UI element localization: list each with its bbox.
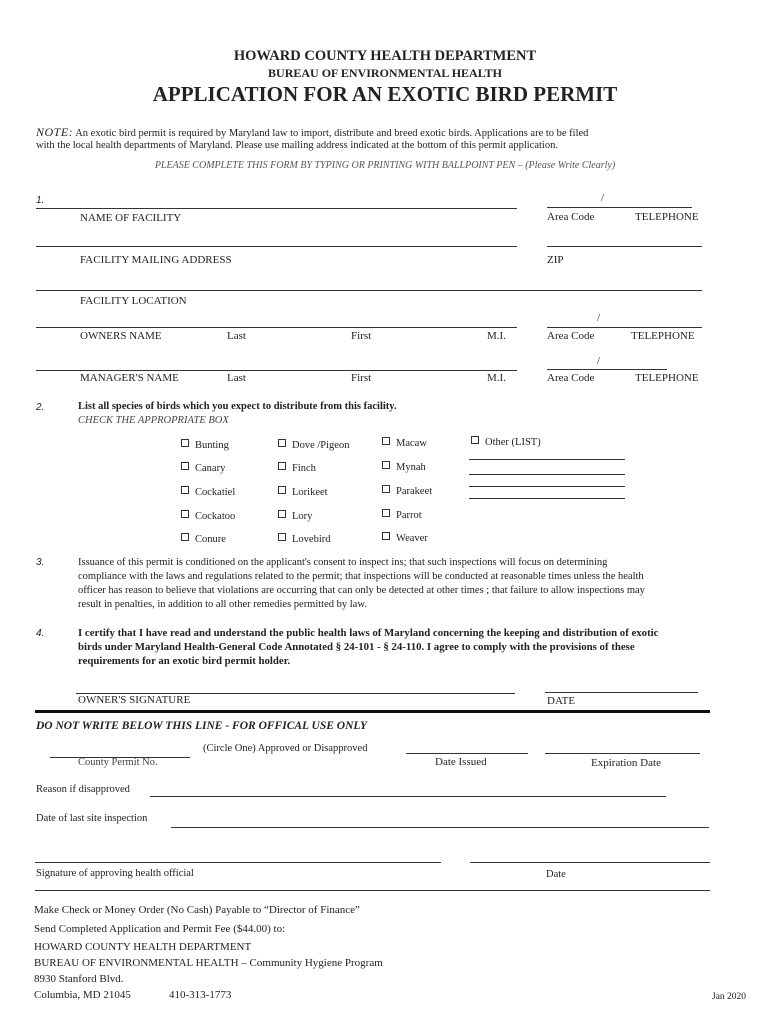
checkbox-label: Parakeet bbox=[396, 486, 433, 497]
county-permit-label: County Permit No. bbox=[78, 757, 158, 768]
owner-area-code-label: Area Code bbox=[547, 330, 595, 342]
other-species-line-2[interactable] bbox=[469, 474, 625, 475]
mailing-address-label: FACILITY MAILING ADDRESS bbox=[80, 254, 232, 266]
zip-field[interactable] bbox=[547, 246, 702, 247]
checkbox-finch[interactable] bbox=[278, 462, 316, 474]
managers-name-field[interactable] bbox=[36, 370, 517, 371]
phone-slash: / bbox=[601, 193, 604, 204]
checkbox-lory[interactable] bbox=[278, 510, 312, 522]
owner-mi-label: M.I. bbox=[487, 330, 506, 342]
species-heading: List all species of birds which you expect to distribute from this facility. bbox=[78, 401, 397, 412]
owners-name-label: OWNERS NAME bbox=[80, 330, 162, 342]
checkbox-label: Lory bbox=[292, 511, 313, 522]
send-note: Send Completed Application and Permit Fee ($44.00) to: bbox=[34, 923, 286, 935]
checkbox-box[interactable] bbox=[181, 510, 189, 518]
checkbox-box[interactable] bbox=[382, 485, 390, 493]
reason-field[interactable] bbox=[150, 796, 666, 797]
checkbox-label: Cockatiel bbox=[195, 487, 236, 498]
department-name: HOWARD COUNTY HEALTH DEPARTMENT bbox=[233, 48, 537, 64]
official-date-field[interactable] bbox=[470, 862, 710, 863]
footer-divider bbox=[35, 890, 710, 891]
checkbox-parrot[interactable] bbox=[382, 509, 422, 521]
checkbox-box[interactable] bbox=[278, 486, 286, 494]
expiration-date-label: Expiration Date bbox=[591, 757, 661, 769]
checkbox-label: Mynah bbox=[396, 462, 426, 473]
checkbox-cockatiel[interactable] bbox=[181, 486, 235, 498]
area-code-label: Area Code bbox=[547, 211, 595, 223]
checkbox-lovebird[interactable] bbox=[278, 533, 331, 545]
checkbox-conure[interactable] bbox=[181, 533, 226, 545]
checkbox-box[interactable] bbox=[382, 532, 390, 540]
owner-last-label: Last bbox=[227, 330, 246, 342]
other-species-line-3[interactable] bbox=[469, 486, 625, 487]
checkbox-label: Finch bbox=[292, 463, 316, 474]
checkbox-box[interactable] bbox=[181, 462, 189, 470]
checkbox-label: Other (LIST) bbox=[485, 437, 541, 448]
section-4-number: 4. bbox=[36, 628, 45, 639]
inspection-text-4: result in penalties, in addition to all other remedies permitted by law. bbox=[78, 599, 367, 610]
manager-last-label: Last bbox=[227, 372, 246, 384]
payable-note: Make Check or Money Order (No Cash) Payable to “Director of Finance” bbox=[34, 904, 360, 916]
certification-text-2: birds under Maryland Health-General Code Annotated § 24-101 - § 24-110. I agree to comply with the provisions of these bbox=[78, 641, 635, 653]
checkbox-box[interactable] bbox=[382, 437, 390, 445]
facility-name-label: NAME OF FACILITY bbox=[80, 212, 182, 224]
section-2-number: 2. bbox=[36, 402, 45, 413]
instruction-text: PLEASE COMPLETE THIS FORM BY TYPING OR PRINTING WITH BALLPOINT PEN – bbox=[154, 160, 523, 171]
checkbox-lorikeet[interactable] bbox=[278, 486, 328, 498]
checkbox-box[interactable] bbox=[382, 461, 390, 469]
checkbox-box[interactable] bbox=[181, 486, 189, 494]
facility-location-label: FACILITY LOCATION bbox=[80, 295, 187, 307]
checkbox-label: Cockatoo bbox=[195, 511, 236, 522]
checkbox-other[interactable] bbox=[471, 436, 541, 448]
inspection-text-3: officer has reason to believe that violations are occurring that can only be detected at other times ; that failure to allow inspections may bbox=[78, 585, 645, 596]
checkbox-canary[interactable] bbox=[181, 462, 225, 474]
note-text-1: An exotic bird permit is required by Maryland law to import, distribute and breed exotic birds. Applications are to be filed bbox=[75, 128, 589, 139]
other-species-line-1[interactable] bbox=[469, 459, 625, 460]
checkbox-box[interactable] bbox=[278, 533, 286, 541]
official-signature-label: Signature of approving health official bbox=[36, 868, 194, 879]
date-issued-field[interactable] bbox=[406, 753, 528, 754]
checkbox-box[interactable] bbox=[278, 510, 286, 518]
checkbox-cockatoo[interactable] bbox=[181, 510, 235, 522]
section-1-number: 1. bbox=[36, 195, 45, 206]
facility-location-field[interactable] bbox=[36, 290, 702, 291]
checkbox-box[interactable] bbox=[278, 462, 286, 470]
note-line-1 bbox=[36, 125, 588, 140]
address-line-1: HOWARD COUNTY HEALTH DEPARTMENT bbox=[34, 941, 252, 953]
other-species-line-4[interactable] bbox=[469, 498, 625, 499]
zip-label: ZIP bbox=[547, 254, 564, 266]
checkbox-box[interactable] bbox=[471, 436, 479, 444]
checkbox-label: Weaver bbox=[396, 533, 428, 544]
address-line-2: BUREAU OF ENVIRONMENTAL HEALTH – Community Hygiene Program bbox=[34, 957, 383, 969]
mailing-address-field[interactable] bbox=[36, 246, 517, 247]
checkbox-label: Conure bbox=[195, 534, 226, 545]
checkbox-label: Dove /Pigeon bbox=[292, 440, 350, 451]
manager-telephone-label: TELEPHONE bbox=[635, 372, 699, 384]
signature-date-field[interactable] bbox=[545, 692, 698, 693]
note-line-2: with the local health departments of Maryland. Please use mailing address indicated at the bottom of this permit application. bbox=[36, 140, 558, 151]
owner-phone-slash: / bbox=[597, 313, 600, 324]
checkbox-macaw[interactable] bbox=[382, 437, 427, 449]
reason-label: Reason if disapproved bbox=[36, 784, 130, 795]
owner-phone-field[interactable] bbox=[547, 327, 702, 328]
managers-name-label: MANAGER'S NAME bbox=[80, 372, 179, 384]
checkbox-box[interactable] bbox=[278, 439, 286, 447]
checkbox-label: Macaw bbox=[396, 438, 427, 449]
official-divider bbox=[35, 710, 710, 713]
checkbox-label: Lorikeet bbox=[292, 487, 328, 498]
manager-first-label: First bbox=[351, 372, 372, 384]
checkbox-label: Canary bbox=[195, 463, 226, 474]
checkbox-parakeet[interactable] bbox=[382, 485, 432, 497]
address-line-3: 8930 Stanford Blvd. bbox=[34, 973, 124, 985]
official-signature-field[interactable] bbox=[35, 862, 441, 863]
checkbox-dove-pigeon[interactable] bbox=[278, 439, 349, 451]
species-subheading: CHECK THE APPROPRIATE BOX bbox=[78, 415, 229, 426]
address-phone: 410-313-1773 bbox=[169, 989, 232, 1001]
checkbox-mynah[interactable] bbox=[382, 461, 426, 473]
note-label: NOTE: bbox=[36, 125, 74, 139]
certification-text-1: I certify that I have read and understand the public health laws of Maryland concerning the keeping and distribution of exotic bbox=[78, 627, 659, 639]
owners-name-field[interactable] bbox=[36, 327, 517, 328]
revision-date: Jan 2020 bbox=[712, 992, 747, 1002]
inspection-text-1: Issuance of this permit is conditioned on the applicant's consent to inspect ins; that such inspections will focus on determining bbox=[78, 557, 608, 568]
manager-phone-slash: / bbox=[597, 356, 600, 367]
checkbox-label: Parrot bbox=[396, 510, 422, 521]
certification-text-3: requirements for an exotic bird permit holder. bbox=[78, 655, 291, 667]
checkbox-bunting[interactable] bbox=[181, 439, 229, 451]
approval-choice[interactable]: (Circle One) Approved or Disapproved bbox=[203, 743, 368, 754]
date-issued-label: Date Issued bbox=[435, 756, 487, 768]
last-inspection-field[interactable] bbox=[171, 827, 709, 828]
expiration-date-field[interactable] bbox=[545, 753, 700, 754]
checkbox-label: Bunting bbox=[195, 440, 229, 451]
last-inspection-label: Date of last site inspection bbox=[36, 813, 148, 824]
official-date-label: Date bbox=[546, 869, 566, 880]
instruction-line bbox=[0, 160, 770, 171]
owner-first-label: First bbox=[351, 330, 372, 342]
checkbox-label: Lovebird bbox=[292, 534, 331, 545]
checkbox-box[interactable] bbox=[181, 439, 189, 447]
manager-phone-field[interactable] bbox=[547, 369, 667, 370]
signature-date-label: DATE bbox=[547, 695, 576, 707]
bureau-name: BUREAU OF ENVIRONMENTAL HEALTH bbox=[268, 66, 502, 80]
checkbox-weaver[interactable] bbox=[382, 532, 428, 544]
checkbox-box[interactable] bbox=[382, 509, 390, 517]
section-3-number: 3. bbox=[36, 557, 45, 568]
owner-signature-label: OWNER'S SIGNATURE bbox=[78, 694, 191, 706]
inspection-text-2: compliance with the laws and regulations related to the permit; that inspections will be conducted at reasonable times unless the health bbox=[78, 571, 644, 582]
page-title: APPLICATION FOR AN EXOTIC BIRD PERMIT bbox=[152, 82, 618, 106]
manager-area-code-label: Area Code bbox=[547, 372, 595, 384]
facility-phone-field[interactable] bbox=[547, 207, 692, 208]
owner-telephone-label: TELEPHONE bbox=[631, 330, 695, 342]
manager-mi-label: M.I. bbox=[487, 372, 506, 384]
official-use-heading: DO NOT WRITE BELOW THIS LINE - FOR OFFICAL USE ONLY bbox=[36, 720, 367, 732]
address-city: Columbia, MD 21045 bbox=[34, 989, 131, 1001]
facility-name-field[interactable] bbox=[36, 208, 517, 209]
checkbox-box[interactable] bbox=[181, 533, 189, 541]
telephone-label: TELEPHONE bbox=[635, 211, 699, 223]
instruction-tail: (Please Write Clearly) bbox=[525, 160, 616, 171]
